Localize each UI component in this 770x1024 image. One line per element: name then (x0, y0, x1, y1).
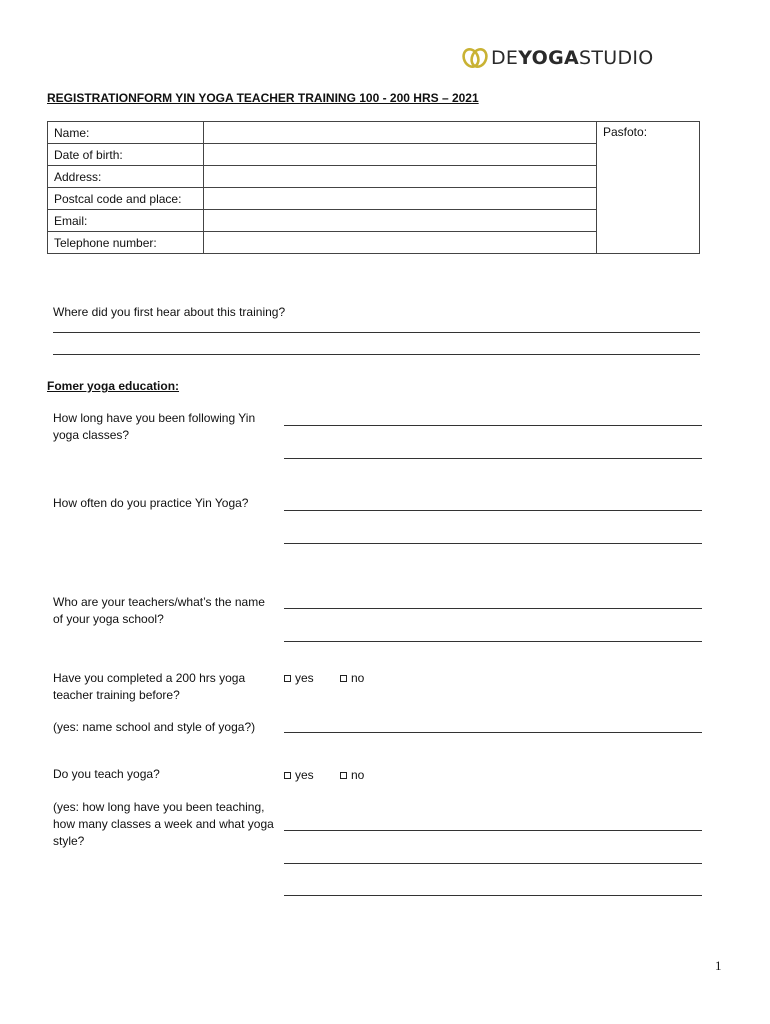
name-label: Name: (48, 122, 204, 144)
passport-photo-box[interactable] (597, 122, 700, 254)
date-of-birth-label: Date of birth: (48, 144, 204, 166)
question-yin-duration: How long have you been following Yin yoga classes? (53, 411, 256, 442)
form-title: REGISTRATIONFORM YIN YOGA TEACHER TRAINING 100 - 200 HRS – 2021 (47, 91, 479, 105)
checkbox-icon (284, 675, 291, 682)
question-practice-frequency: How often do you practice Yin Yoga? (53, 496, 249, 510)
email-label: Email: (48, 210, 204, 232)
question-teach-yoga: Do you teach yoga? (53, 767, 160, 781)
date-of-birth-field[interactable] (204, 144, 597, 166)
checkbox-icon (284, 772, 291, 779)
answer-line-q2-1[interactable] (284, 510, 702, 511)
hear-answer-line-1[interactable] (53, 332, 700, 333)
name-field[interactable] (204, 122, 597, 144)
studio-logo (462, 45, 654, 71)
registration-table (47, 121, 700, 254)
checkbox-icon (340, 675, 347, 682)
hear-answer-line-2[interactable] (53, 354, 700, 355)
completed-no-checkbox[interactable]: no (340, 671, 364, 685)
address-field[interactable] (204, 166, 597, 188)
telephone-field[interactable] (204, 232, 597, 254)
answer-line-q3-2[interactable] (284, 641, 702, 642)
email-field[interactable] (204, 210, 597, 232)
answer-line-q5-2[interactable] (284, 863, 702, 864)
answer-line-q5-3[interactable] (284, 895, 702, 896)
postal-code-field[interactable] (204, 188, 597, 210)
answer-line-q4[interactable] (284, 732, 702, 733)
section-title: Fomer yoga education: (47, 379, 180, 393)
answer-line-q1-1[interactable] (284, 425, 702, 426)
teach-yes-checkbox[interactable]: yes (284, 768, 314, 782)
question-completed-training: Have you completed a 200 hrs yoga teacher training before? (53, 671, 246, 702)
checkbox-icon (340, 772, 347, 779)
question-teach-followup: (yes: how long have you been teaching, how many classes a week and what yoga style? (53, 800, 274, 848)
page-number: 1 (715, 958, 722, 973)
address-label: Address: (48, 166, 204, 188)
yoga-logo-icon (462, 47, 488, 69)
postal-code-label: Postcal code and place: (48, 188, 204, 210)
question-completed-followup: (yes: name school and style of yoga?) (53, 720, 256, 734)
answer-line-q1-2[interactable] (284, 458, 702, 459)
logo-text: DEYOGASTUDIO (491, 47, 654, 69)
telephone-label: Telephone number: (48, 232, 204, 254)
answer-line-q3-1[interactable] (284, 608, 702, 609)
photo-label: Pasfoto: (603, 125, 648, 139)
hear-question: Where did you first hear about this training? (53, 305, 286, 319)
question-teachers: Who are your teachers/what’s the name of your yoga school? (53, 595, 265, 626)
completed-yes-checkbox[interactable]: yes (284, 671, 314, 685)
teach-no-checkbox[interactable]: no (340, 768, 364, 782)
answer-line-q5-1[interactable] (284, 830, 702, 831)
answer-line-q2-2[interactable] (284, 543, 702, 544)
